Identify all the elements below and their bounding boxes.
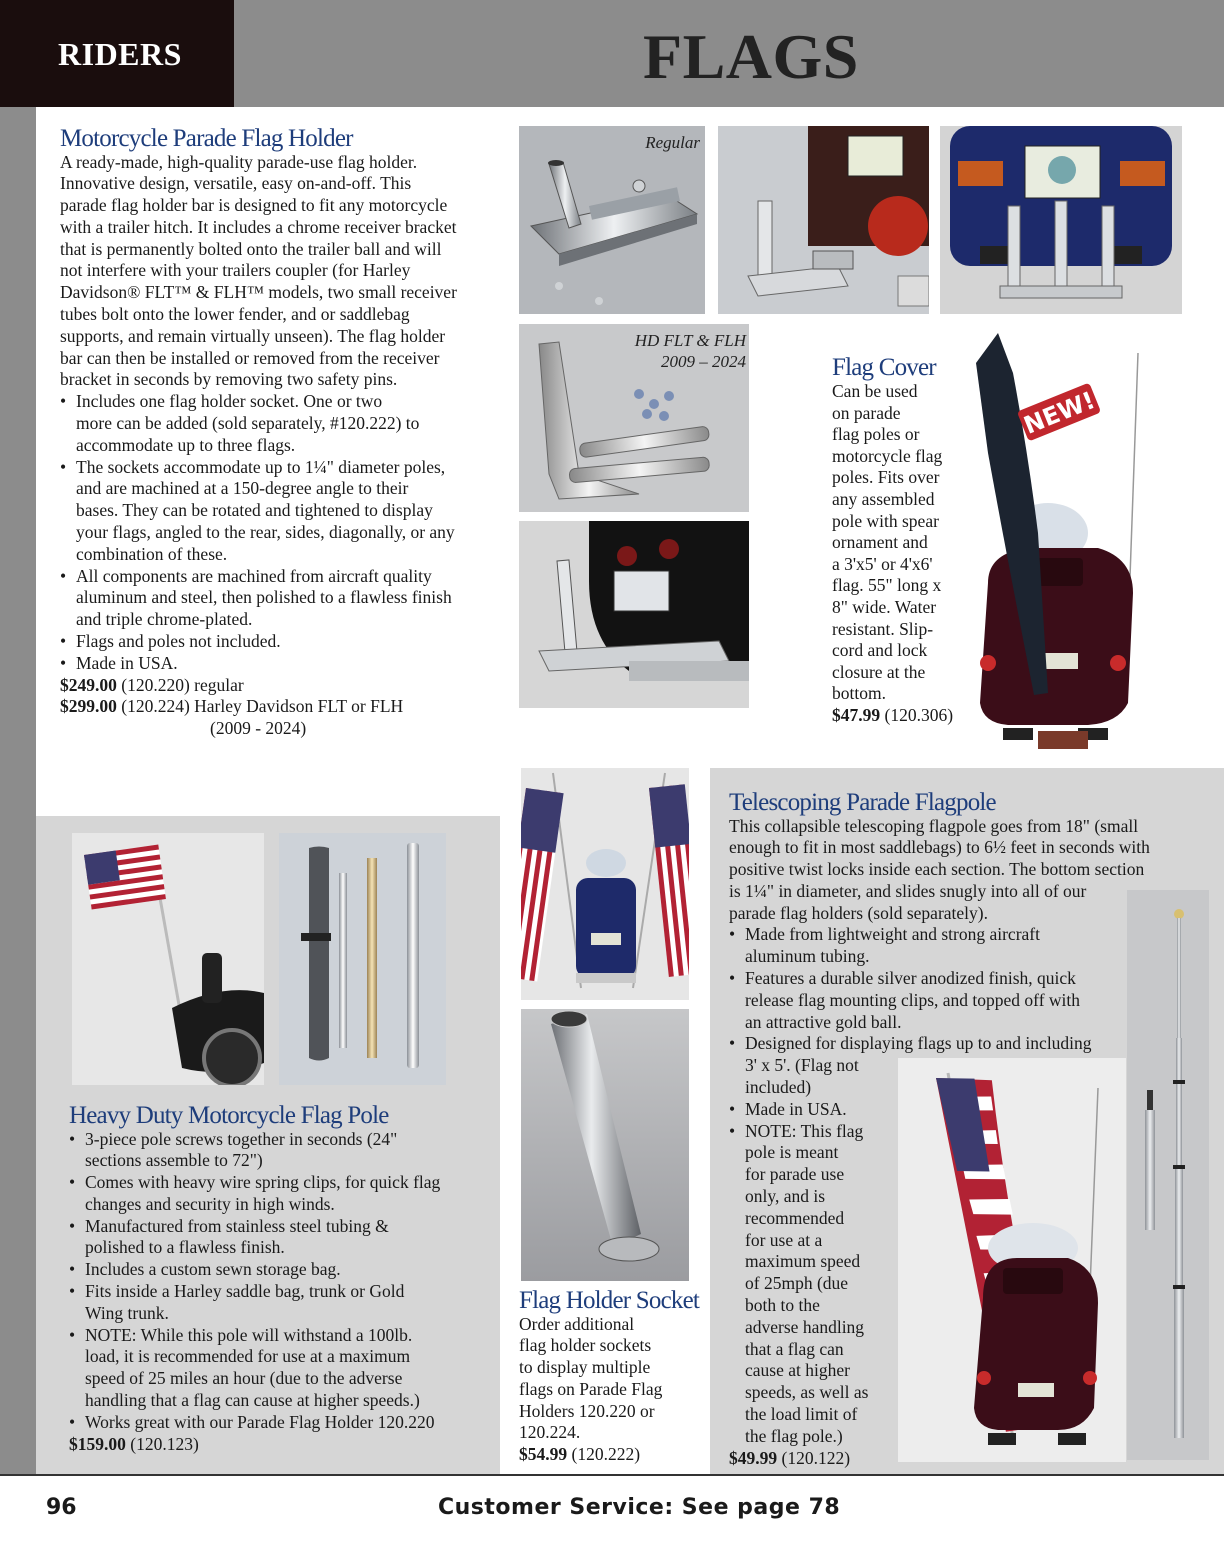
telescoping-title: Telescoping Parade Flagpole <box>729 789 996 816</box>
heavy-duty-section <box>69 1103 499 1455</box>
feature-item: • Manufactured from stainless steel tubing & polished to a flawless finish. <box>69 1216 499 1260</box>
text-line: Can be used <box>832 381 918 401</box>
text-line: motorcycle flag <box>832 445 943 466</box>
heavy-duty-price: $159.00 (120.123) <box>69 1433 199 1454</box>
heavy-duty-pole-parts-photo <box>279 833 446 1085</box>
socket-description <box>519 1314 699 1467</box>
caption-hd: HD FLT & FLH 2009 – 2024 <box>634 331 746 371</box>
feature-item: • Works great with our Parade Flag Holder 120.220 <box>69 1412 499 1434</box>
text-line: parade flag holder bar is designed to fit any motorcycle <box>60 195 448 216</box>
text-line: parade flag holders (sold separately). <box>729 902 988 923</box>
feature-item: • Features a durable silver anodized finish, quick release flag mounting clips, and topped off with an attractive gold ball. <box>729 968 1199 1033</box>
text-line: poles. Fits over <box>832 467 940 488</box>
left-stripe <box>0 107 36 1474</box>
parade-holder-section <box>60 126 510 740</box>
text-line: bottom. <box>832 683 886 704</box>
text-line: A ready-made, high-quality parade-use flag holder. <box>60 151 418 172</box>
socket-photo <box>521 1009 689 1281</box>
parade-holder-price-hd: $299.00 (120.224) Harley Davidson FLT or FLH <box>60 696 404 717</box>
feature-item: • All components are machined from aircraft quality aluminum and steel, then polished to a flawless finish and triple chrome-plated. <box>60 566 510 631</box>
text-line: bracket in seconds by removing two safety pins. <box>60 369 398 390</box>
feature-item: • Includes one flag holder socket. One or two more can be added (sold separately, #120.222) to accommodate up to three flags. <box>60 391 510 456</box>
three-sockets-photo <box>940 126 1182 314</box>
text-line: Holders 120.220 or <box>519 1400 655 1421</box>
flag-cover-description <box>832 381 972 727</box>
parade-holder-price-regular: $249.00 (120.220) regular <box>60 674 244 695</box>
parade-holder-features <box>60 391 510 674</box>
feature-item: • Made in USA. <box>729 1099 1199 1121</box>
text-line: not interfere with your trailers coupler (for Harley <box>60 260 411 281</box>
customer-service-note: Customer Service: See page 78 <box>438 1495 841 1520</box>
parade-holder-price-years: (2009 - 2024) <box>210 718 307 739</box>
text-line: enough to fit in most saddlebags) to 6½ feet in seconds with <box>729 837 1150 858</box>
flag-cover-price: $47.99 (120.306) <box>832 704 954 725</box>
flag-cover-title: Flag Cover <box>832 354 936 381</box>
feature-item: • Comes with heavy wire spring clips, for quick flag changes and security in high winds. <box>69 1172 499 1216</box>
text-line: to display multiple <box>519 1357 651 1378</box>
feature-item: • Designed for displaying flags up to and including 3' x 5'. (Flag not included) <box>729 1033 1199 1098</box>
heavy-duty-features <box>69 1129 499 1434</box>
text-line: any assembled <box>832 488 935 509</box>
new-badge-label: NEW! <box>1019 386 1099 440</box>
feature-item: • NOTE: While this pole will withstand a 100lb. load, it is recommended for use at a maximum speed of 25 miles an hour (due to the adverse handling that a flag can cause at higher speeds.) <box>69 1325 499 1412</box>
caption-regular: Regular <box>645 133 700 152</box>
text-line: flags on Parade Flag <box>519 1378 663 1399</box>
text-line: with a trailer hitch. It includes a chrome receiver bracket <box>60 216 457 237</box>
text-line: that is permanently bolted onto the trailer ball and will <box>60 238 442 259</box>
regular-holder-photo <box>519 126 705 314</box>
hd-installed-photo <box>519 521 749 708</box>
two-flags-photo <box>521 768 689 1000</box>
text-line: This collapsible telescoping flagpole goes from 18" (small <box>729 815 1139 836</box>
feature-item: • Flags and poles not included. <box>60 631 510 653</box>
socket-price: $54.99 (120.222) <box>519 1444 641 1465</box>
feature-item: • The sockets accommodate up to 1¼" diameter poles, and are machined at a 150-degree angle to their bases. They can be rotated and tightened to display your flags, angled to the rear, sides, diagonally, or any combination of these. <box>60 457 510 566</box>
text-line: closure at the <box>832 661 926 682</box>
text-line: Innovative design, versatile, easy on-and-off. This <box>60 173 412 194</box>
socket-title: Flag Holder Socket <box>519 1287 700 1314</box>
holder-installed-photo <box>718 126 929 314</box>
parade-holder-title: Motorcycle Parade Flag Holder <box>60 125 353 152</box>
text-line: Davidson® FLT™ & FLH™ models, two small receiver <box>60 282 457 303</box>
text-line: on parade <box>832 402 901 423</box>
feature-item: • Made from lightweight and strong aircraft aluminum tubing. <box>729 924 1199 968</box>
text-line: is 1¼" in diameter, and slides snugly into all of our <box>729 880 1087 901</box>
text-line: resistant. Slip- <box>832 618 934 639</box>
text-line: supports, and remain virtually unseen). The flag holder <box>60 325 446 346</box>
telescoping-price: $49.99 (120.122) <box>729 1447 851 1468</box>
page-number: 96 <box>46 1495 77 1520</box>
feature-item: • NOTE: This flag pole is meant for parade use only, and is recommended for use at a maximum speed of 25mph (due both to the adverse handling that a flag can cause at higher speeds, as well as the load limit of the flag pole.) <box>729 1121 1199 1448</box>
text-line: ornament and <box>832 532 928 553</box>
text-line: flag holder sockets <box>519 1335 652 1356</box>
telescoping-description <box>729 816 1199 925</box>
text-line: Order additional <box>519 1313 635 1334</box>
telescoping-features <box>729 924 1199 1447</box>
section-label: RIDERS <box>0 0 234 107</box>
telescoping-section <box>729 790 1199 1469</box>
text-line: bar can then be installed or removed from the receiver <box>60 347 440 368</box>
text-line: flag poles or <box>832 424 920 445</box>
parade-holder-description <box>60 152 510 392</box>
new-badge <box>1012 382 1106 442</box>
flag-cover-section <box>832 355 972 727</box>
text-line: a 3'x5' or 4'x6' <box>832 553 933 574</box>
feature-item: • Fits inside a Harley saddle bag, trunk or Gold Wing trunk. <box>69 1281 499 1325</box>
feature-item: • Made in USA. <box>60 653 510 675</box>
text-line: pole with spear <box>832 510 939 531</box>
text-line: 120.224. <box>519 1422 581 1443</box>
text-line: tubes bolt onto the lower fender, and or saddlebag <box>60 304 410 325</box>
socket-section <box>519 1288 699 1466</box>
heavy-duty-title: Heavy Duty Motorcycle Flag Pole <box>69 1102 389 1129</box>
page-title: FLAGS <box>643 21 859 92</box>
feature-item: • 3-piece pole screws together in seconds (24" sections assemble to 72") <box>69 1129 499 1173</box>
feature-item: • Includes a custom sewn storage bag. <box>69 1259 499 1281</box>
text-line: 8" wide. Water <box>832 596 937 617</box>
footer-rule <box>0 1474 1224 1476</box>
heavy-duty-flag-photo <box>72 833 264 1085</box>
text-line: positive twist locks inside each section. The bottom section <box>729 859 1145 880</box>
text-line: cord and lock <box>832 640 928 661</box>
text-line: flag. 55" long x <box>832 575 942 596</box>
